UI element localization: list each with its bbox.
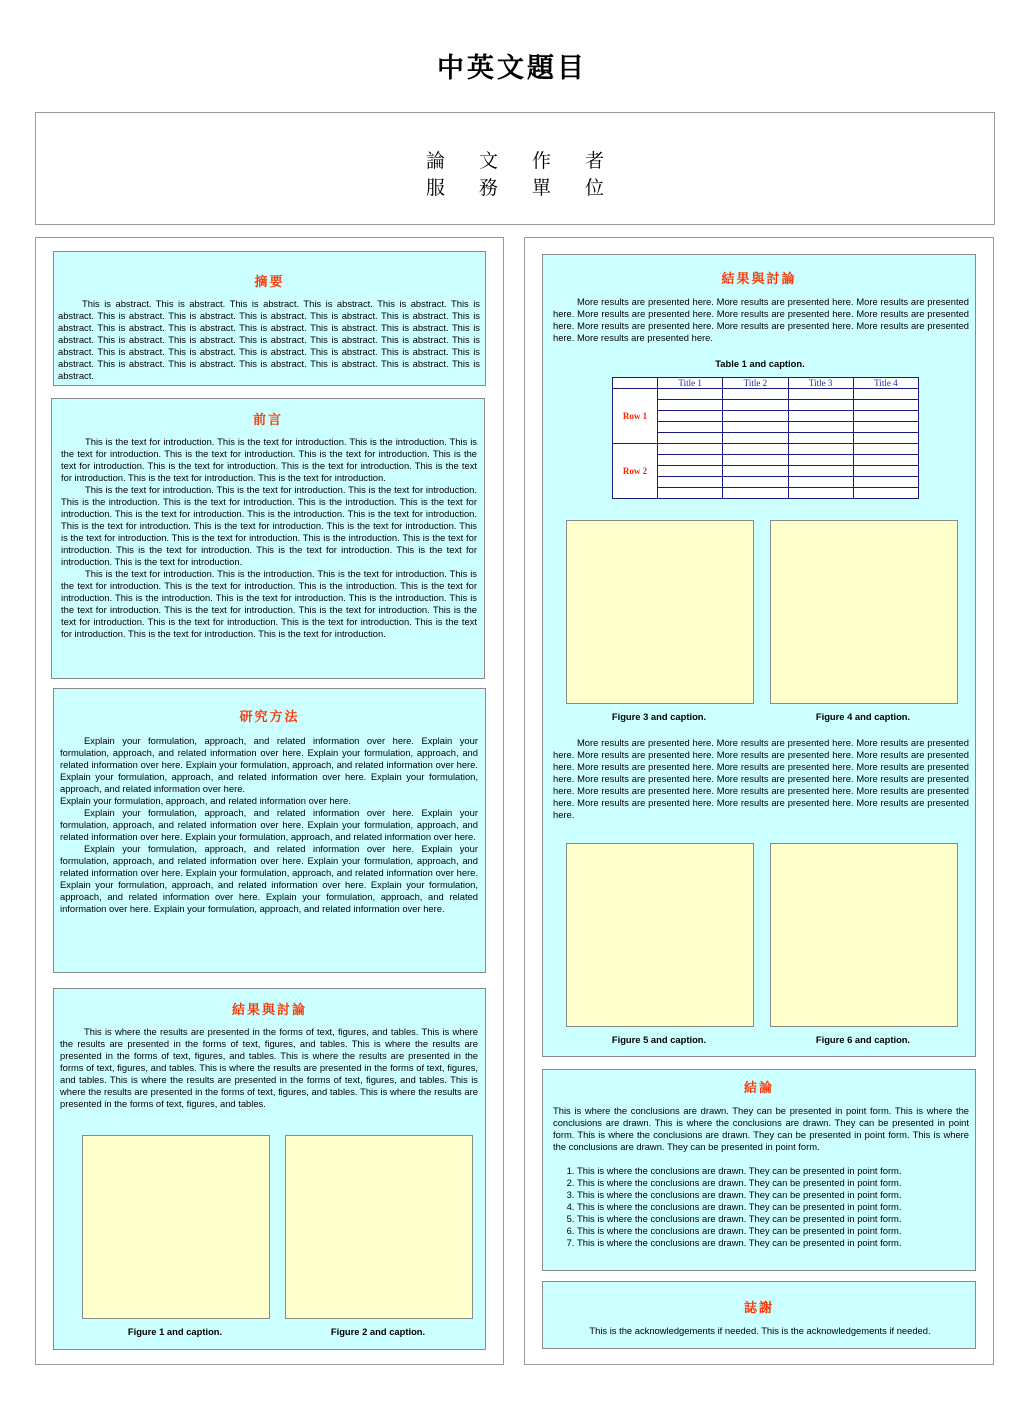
conclusion-title: 結論 xyxy=(743,1081,774,1096)
abstract-title: 摘要 xyxy=(254,275,285,290)
results-right-body-2 xyxy=(553,737,969,821)
abstract-panel xyxy=(53,251,486,386)
table-1 xyxy=(612,377,919,499)
conclusion-point: 7. This is where the conclusions are drawn. They can be presented in point form. xyxy=(577,1237,969,1249)
methods-paragraph: Explain your formulation, approach, and related information over here. Explain your formulation, approach, and related information over here. Explain your formulation, approach, and related information over here. Explain your formulation, approach, and related information over here. xyxy=(60,807,478,842)
methods-body xyxy=(60,735,478,915)
methods-paragraph: Explain your formulation, approach, and related information over here. Explain your formulation, approach, and related information over here. Explain your formulation, approach, and related information over here. Explain your formulation, approach, and related information over here. Explain your formulation, approach, and related information over here. Explain your formulation, approach, and related information over here. xyxy=(60,735,478,794)
table-row xyxy=(613,477,919,488)
acknowledgement-title: 誌謝 xyxy=(743,1301,774,1316)
table-row xyxy=(613,389,919,400)
conclusion-body xyxy=(553,1105,969,1249)
figure-5-placeholder xyxy=(566,843,754,1027)
conclusion-text: This is where the conclusions are drawn. They can be presented in point form. This is where the conclusions are drawn. This is where the conclusions are drawn. They can be presented in point form. This is where the conclusions are drawn. They can be presented in point form. This is where the conclusions are drawn. They can be presented in point form. xyxy=(553,1105,969,1152)
introduction-paragraph: This is the text for introduction. This is the text for introduction. This is the text for introduction. This is the introduction. This is the text for introduction. This is the introduction. This is the text for introduction. This is the text for introduction. This is the introduction. This is the text for introduction. This is the text for introduction. This is the text for introduction. This is the text for introduction. This is the text for introduction. This is the text for introduction. This is the introduction. This is the text for introduction. This is the text for introduction. This is the text for introduction. This is the text for introduction. This is the text for introduction. xyxy=(61,484,477,567)
conclusion-panel xyxy=(542,1069,976,1271)
abstract-body xyxy=(58,298,480,382)
introduction-body xyxy=(61,436,477,640)
table-row-label: Row 2 xyxy=(613,444,658,499)
figure-6-caption: Figure 6 and caption. xyxy=(815,1034,911,1045)
results-right-panel xyxy=(542,254,976,1057)
table-header-cell: Title 4 xyxy=(853,378,918,389)
methods-paragraph: Explain your formulation, approach, and related information over here. xyxy=(60,795,351,806)
figure-5-caption: Figure 5 and caption. xyxy=(611,1034,707,1045)
table-row xyxy=(613,455,919,466)
table-header-cell: Title 2 xyxy=(723,378,788,389)
conclusion-point: 6. This is where the conclusions are drawn. They can be presented in point form. xyxy=(577,1225,969,1237)
table-row xyxy=(613,400,919,411)
abstract-text: This is abstract. This is abstract. This is abstract. This is abstract. This is abstract. This is abstract. This is abstract. This is abstract. This is abstract. This is abstract. This is abstract. This is abstract. This is abstract. This is abstract. This is abstract. This is abstract. This is abstract. This is abstract. This is abstract. This is abstract. This is abstract. This is abstract. This is abstract. This is abstract. This is abstract. This is abstract. This is abstract. This is abstract. This is abstract. This is abstract. This is abstract. This is abstract. This is abstract. This is abstract. This is abstract. This is abstract. xyxy=(58,298,480,381)
results-right-text-2: More results are presented here. More results are presented here. More results are presented here. More results are presented here. More results are presented here. More results are presented here. More results are presented here. More results are presented here. More results are presented here. More results are presented here. More results are presented here. More results are presented here. More results are presented here. More results are presented here. More results are presented here. More results are presented here. More results are presented here. More results are presented here. xyxy=(553,737,969,820)
acknowledgement-panel xyxy=(542,1281,976,1349)
figure-1-caption: Figure 1 and caption. xyxy=(127,1326,223,1337)
results-right-body-1 xyxy=(553,296,969,344)
author-box xyxy=(35,112,995,225)
methods-title: 研究方法 xyxy=(239,710,300,725)
results-left-text: This is where the results are presented in the forms of text, figures, and tables. This is where the results are presented in the forms of text, figures, and tables. This is where the results are presented in the forms of text, figures, and tables. This is where the results are presented in the forms of text, figures, and tables. This is where the results are presented in the forms of text, figures, and tables. This is where the results are presented in the forms of text, figures, and tables. This is where the results are presented in the forms of text, figures, and tables. This is where the results are presented in the forms of text, figures, and tables. xyxy=(60,1026,478,1109)
conclusion-point: 5. This is where the conclusions are drawn. They can be presented in point form. xyxy=(577,1213,969,1225)
results-right-text-1: More results are presented here. More results are presented here. More results are presented here. More results are presented here. More results are presented here. More results are presented here. More results are presented here. More results are presented here. More results are presented here. More results are presented here. xyxy=(553,296,969,343)
figure-3-placeholder xyxy=(566,520,754,704)
conclusion-point: 2. This is where the conclusions are drawn. They can be presented in point form. xyxy=(577,1177,969,1189)
table-header-row xyxy=(613,378,919,389)
figure-3-caption: Figure 3 and caption. xyxy=(611,711,707,722)
conclusion-point: 3. This is where the conclusions are drawn. They can be presented in point form. xyxy=(577,1189,969,1201)
table-row xyxy=(613,444,919,455)
results-left-title: 結果與討論 xyxy=(231,1003,307,1018)
table-row xyxy=(613,433,919,444)
methods-paragraph: Explain your formulation, approach, and related information over here. Explain your formulation, approach, and related information over here. Explain your formulation, approach, and related information over here. Explain your formulation, approach, and related information over here. Explain your formulation, approach, and related information over here. Explain your formulation, approach, and related information over here. Explain your formulation, approach, and related information over here. Explain your formulation, approach, and related information over here. xyxy=(60,843,478,914)
figure-2-caption: Figure 2 and caption. xyxy=(330,1326,426,1337)
introduction-paragraph: This is the text for introduction. This is the text for introduction. This is the introduction. This is the text for introduction. This is the text for introduction. This is the text for introduction. This is the text for introduction. This is the text for introduction. This is the text for introduction. This is the text for introduction. This is the text for introduction. This is the text for introduction. xyxy=(61,436,477,483)
poster-title: 中英文題目 xyxy=(437,53,587,84)
figure-4-caption: Figure 4 and caption. xyxy=(815,711,911,722)
acknowledgement-body xyxy=(553,1325,967,1337)
results-left-panel xyxy=(53,988,486,1350)
table-row xyxy=(613,422,919,433)
acknowledgement-text: This is the acknowledgements if needed. This is the acknowledgements if needed. xyxy=(589,1325,931,1336)
table-row-label: Row 1 xyxy=(613,389,658,444)
table-corner-cell xyxy=(613,378,658,389)
table-row xyxy=(613,466,919,477)
table-row xyxy=(613,488,919,499)
introduction-paragraph: This is the text for introduction. This is the introduction. This is the text for introduction. This is the text for introduction. This is the text for introduction. This is the introduction. This is the text for introduction. This is the introduction. This is the text for introduction. This is the introduction. This is the text for introduction. This is the text for introduction. This is the text for introduction. This is the text for introduction. This is the text for introduction. This is the text for introduction. This is the text for introduction. This is the text for introduction. This is the text for introduction. xyxy=(61,568,477,639)
results-left-body xyxy=(60,1026,478,1110)
introduction-title: 前言 xyxy=(252,413,283,428)
table-1-caption: Table 1 and caption. xyxy=(715,358,805,369)
introduction-panel xyxy=(51,398,485,679)
figure-6-placeholder xyxy=(770,843,958,1027)
results-right-title: 結果與討論 xyxy=(721,272,797,287)
author-affiliation: 服務單位 xyxy=(425,177,638,199)
table-header-cell: Title 1 xyxy=(658,378,723,389)
table-header-cell: Title 3 xyxy=(788,378,853,389)
figure-1-placeholder xyxy=(82,1135,270,1319)
conclusion-points xyxy=(553,1165,969,1249)
conclusion-point: 4. This is where the conclusions are drawn. They can be presented in point form. xyxy=(577,1201,969,1213)
methods-panel xyxy=(53,688,486,973)
conclusion-point: 1. This is where the conclusions are drawn. They can be presented in point form. xyxy=(577,1165,969,1177)
figure-2-placeholder xyxy=(285,1135,473,1319)
author-names: 論文作者 xyxy=(425,150,638,172)
table-row xyxy=(613,411,919,422)
figure-4-placeholder xyxy=(770,520,958,704)
